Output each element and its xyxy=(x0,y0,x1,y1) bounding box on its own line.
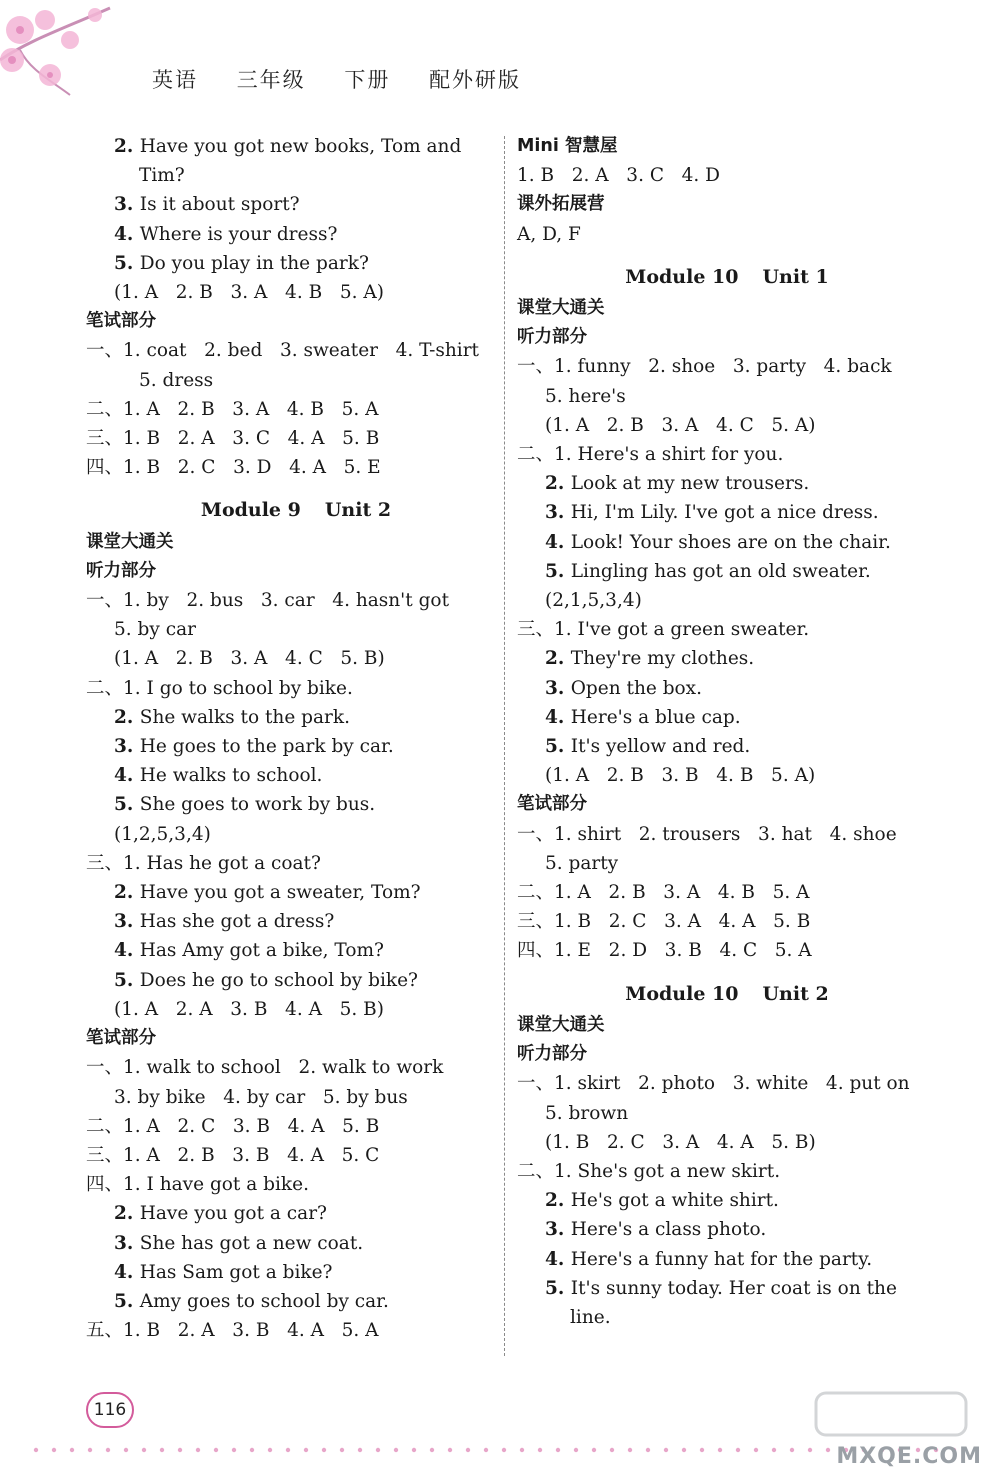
item-number: 5. xyxy=(545,736,571,758)
answer-line xyxy=(86,761,506,790)
answer-line: 1. B 2. A 3. C 4. D xyxy=(517,165,720,187)
section-heading xyxy=(517,966,937,1011)
item-number: 4. xyxy=(545,1248,571,1270)
footer-dot xyxy=(700,1448,704,1452)
item-number: 3. xyxy=(114,911,140,933)
answer-line: 一、1. shirt 2. trousers 3. hat 4. shoe xyxy=(517,823,897,845)
footer-dot xyxy=(772,1448,776,1452)
answer-line xyxy=(517,674,937,703)
item-text: Have you got a car? xyxy=(139,1203,327,1225)
item-number: 4. xyxy=(114,223,140,245)
item-text: They're my clothes. xyxy=(570,648,755,670)
footer-dot xyxy=(286,1448,290,1452)
answer-line: (1. A 2. B 3. B 4. B 5. A) xyxy=(545,765,816,787)
answer-line xyxy=(517,469,937,498)
answer-continuation: line. xyxy=(570,1306,611,1328)
item-number: 2. xyxy=(114,882,140,904)
section-module: Module 10 xyxy=(625,265,739,288)
item-number: 3. xyxy=(114,736,140,758)
answer-line: (1. A 2. B 3. A 4. C 5. A) xyxy=(545,414,816,436)
footer-dot xyxy=(646,1448,650,1452)
item-number: 3. xyxy=(545,677,571,699)
answer-line xyxy=(517,703,937,732)
item-text: It's sunny today. Her coat is on the xyxy=(570,1277,897,1299)
item-number: 2. xyxy=(114,1203,140,1225)
footer-dot xyxy=(754,1448,758,1452)
answer-line: (1. A 2. A 3. B 4. A 5. B) xyxy=(114,998,384,1020)
header-subject: 英语 xyxy=(152,68,198,92)
answer-line xyxy=(86,703,506,732)
section-label: 课堂大通关 xyxy=(517,298,605,319)
item-number: 5. xyxy=(114,794,140,816)
answer-line: A, D, F xyxy=(517,223,581,245)
answer-line xyxy=(86,732,506,761)
footer-dot xyxy=(718,1448,722,1452)
footer-dot xyxy=(178,1448,182,1452)
footer-dot xyxy=(88,1448,92,1452)
answer-line: (2,1,5,3,4) xyxy=(545,590,642,612)
section-label: 课堂大通关 xyxy=(517,1014,605,1035)
answer-line xyxy=(517,732,937,761)
answer-line xyxy=(86,1287,506,1316)
item-number: 4. xyxy=(114,765,140,787)
item-number: 2. xyxy=(545,1190,571,1212)
item-text: She walks to the park. xyxy=(139,706,350,728)
section-unit: Unit 1 xyxy=(762,265,829,288)
footer-dot xyxy=(484,1448,488,1452)
item-number: 5. xyxy=(114,969,140,991)
footer-dot xyxy=(394,1448,398,1452)
item-text: Look! Your shoes are on the chair. xyxy=(570,531,891,553)
header-volume: 下册 xyxy=(344,68,391,92)
footer-dot xyxy=(340,1448,344,1452)
section-module: Module 10 xyxy=(625,982,739,1005)
answer-line xyxy=(86,132,506,161)
footer-dot xyxy=(322,1448,326,1452)
left-column xyxy=(86,132,506,1345)
item-text: Does he go to school by bike? xyxy=(139,969,418,991)
section-label: 听力部分 xyxy=(517,327,587,348)
section-heading xyxy=(517,249,937,294)
item-text: Where is your dress? xyxy=(139,223,338,245)
item-text: Lingling has got an old sweater. xyxy=(570,560,871,582)
footer-dot xyxy=(376,1448,380,1452)
item-number: 5. xyxy=(545,560,571,582)
answer-line: (1. A 2. B 3. A 4. C 5. B) xyxy=(114,648,385,670)
answer-line: 二、1. A 2. B 3. A 4. B 5. A xyxy=(86,398,379,420)
section-label: 听力部分 xyxy=(86,560,156,581)
answer-line: 四、1. E 2. D 3. B 4. C 5. A xyxy=(517,940,812,962)
footer-dot xyxy=(160,1448,164,1452)
item-text: Is it about sport? xyxy=(139,194,300,216)
footer-dot xyxy=(304,1448,308,1452)
header-title xyxy=(152,64,551,94)
answer-line xyxy=(86,190,506,219)
answer-line xyxy=(86,249,506,278)
footer-dot xyxy=(52,1448,56,1452)
answer-line xyxy=(86,1229,506,1258)
item-number: 4. xyxy=(114,940,140,962)
answer-line: 二、1. A 2. B 3. A 4. B 5. A xyxy=(517,882,810,904)
answer-line: 5. brown xyxy=(545,1102,629,1124)
footer-dot xyxy=(106,1448,110,1452)
footer-dot xyxy=(790,1448,794,1452)
item-text: Has Sam got a bike? xyxy=(139,1261,333,1283)
item-number: 2. xyxy=(114,136,140,157)
item-text: He's got a white shirt. xyxy=(570,1190,779,1212)
item-text: Amy goes to school by car. xyxy=(139,1290,389,1312)
item-text: He goes to the park by car. xyxy=(139,736,394,758)
footer-dot xyxy=(592,1448,596,1452)
item-text: Has she got a dress? xyxy=(139,911,335,933)
answer-line: 三、1. B 2. A 3. C 4. A 5. B xyxy=(86,428,380,450)
item-text: Here's a blue cap. xyxy=(570,706,741,728)
right-column xyxy=(517,132,937,1332)
header-edition: 配外研版 xyxy=(429,68,522,92)
footer-dot xyxy=(34,1448,38,1452)
answer-line: 一、1. skirt 2. photo 3. white 4. put on xyxy=(517,1073,910,1095)
answer-line xyxy=(517,498,937,527)
item-number: 5. xyxy=(114,252,140,274)
section-label: 笔试部分 xyxy=(86,311,156,332)
item-text: She has got a new coat. xyxy=(139,1232,364,1254)
footer-dot xyxy=(664,1448,668,1452)
section-heading xyxy=(86,482,506,527)
answer-line xyxy=(86,1199,506,1228)
footer-dot xyxy=(628,1448,632,1452)
section-module: Module 9 xyxy=(200,499,301,522)
item-number: 4. xyxy=(114,1261,140,1283)
footer-dot xyxy=(196,1448,200,1452)
answer-line: 二、1. I go to school by bike. xyxy=(86,677,353,699)
answer-line: 一、1. coat 2. bed 3. sweater 4. T-shirt xyxy=(86,340,479,362)
footer-dot xyxy=(358,1448,362,1452)
answer-line xyxy=(517,644,937,673)
item-number: 5. xyxy=(114,1290,140,1312)
footer-dot xyxy=(448,1448,452,1452)
answer-line xyxy=(517,557,937,586)
answer-line xyxy=(86,936,506,965)
answer-line: 三、1. Has he got a coat? xyxy=(86,852,321,874)
answer-line: 5. by car xyxy=(114,619,196,641)
section-label: 课堂大通关 xyxy=(86,531,174,552)
answer-line xyxy=(517,1274,937,1303)
footer-dot xyxy=(610,1448,614,1452)
answer-line: 一、1. funny 2. shoe 3. party 4. back xyxy=(517,356,892,378)
item-text: She goes to work by bus. xyxy=(139,794,376,816)
answer-line: (1,2,5,3,4) xyxy=(114,823,211,845)
answer-line: 3. by bike 4. by car 5. by bus xyxy=(114,1086,408,1108)
answer-line: 二、1. She's got a new skirt. xyxy=(517,1160,781,1182)
footer-dot xyxy=(556,1448,560,1452)
item-text: Do you play in the park? xyxy=(139,252,369,274)
footer-dot xyxy=(214,1448,218,1452)
footer-dot xyxy=(430,1448,434,1452)
answer-line: 一、1. walk to school 2. walk to work xyxy=(86,1057,444,1079)
answer-line: (1. B 2. C 3. A 4. A 5. B) xyxy=(545,1131,816,1153)
answer-line xyxy=(517,1215,937,1244)
item-number: 2. xyxy=(545,648,571,670)
footer-dot xyxy=(124,1448,128,1452)
section-unit: Unit 2 xyxy=(762,982,829,1005)
item-text: Here's a funny hat for the party. xyxy=(570,1248,873,1270)
item-number: 4. xyxy=(545,706,571,728)
item-text: Here's a class photo. xyxy=(570,1219,767,1241)
answer-line: 二、1. Here's a shirt for you. xyxy=(517,444,784,466)
footer-dot xyxy=(412,1448,416,1452)
cherry-blossom-decoration xyxy=(0,0,150,110)
answer-line xyxy=(86,220,506,249)
item-text: Open the box. xyxy=(570,677,702,699)
answer-line: 二、1. A 2. C 3. B 4. A 5. B xyxy=(86,1115,380,1137)
item-number: 3. xyxy=(114,194,140,216)
footer-dot xyxy=(682,1448,686,1452)
answer-line: 三、1. B 2. C 3. A 4. A 5. B xyxy=(517,911,811,933)
answer-line: 5. dress xyxy=(139,369,214,391)
section-label: 笔试部分 xyxy=(86,1028,156,1049)
answer-line: 一、1. by 2. bus 3. car 4. hasn't got xyxy=(86,590,449,612)
answer-line xyxy=(86,790,506,819)
footer-dot xyxy=(538,1448,542,1452)
item-text: Look at my new trousers. xyxy=(570,473,810,495)
answer-line xyxy=(517,1245,937,1274)
item-number: 5. xyxy=(545,1277,571,1299)
footer-dot xyxy=(466,1448,470,1452)
watermark-text: MXQE.COM xyxy=(836,1444,982,1469)
answer-line xyxy=(86,878,506,907)
item-text: Has Amy got a bike, Tom? xyxy=(139,940,384,962)
footer-dot xyxy=(574,1448,578,1452)
section-label: 课外拓展营 xyxy=(517,194,605,215)
answer-line xyxy=(86,966,506,995)
footer-dot xyxy=(268,1448,272,1452)
item-text: Have you got new books, Tom and xyxy=(139,136,462,157)
answer-line xyxy=(517,528,937,557)
footer-dot xyxy=(142,1448,146,1452)
footer-dot xyxy=(502,1448,506,1452)
answer-line xyxy=(86,1258,506,1287)
item-number: 2. xyxy=(114,706,140,728)
section-label: 听力部分 xyxy=(517,1044,587,1065)
item-number: 2. xyxy=(545,473,571,495)
answer-line: 三、1. A 2. B 3. B 4. A 5. C xyxy=(86,1144,380,1166)
column-divider xyxy=(504,136,505,1356)
item-text: Have you got a sweater, Tom? xyxy=(139,882,421,904)
answer-line: 四、1. I have got a bike. xyxy=(86,1174,309,1196)
footer-dot xyxy=(520,1448,524,1452)
answer-line: (1. A 2. B 3. A 4. B 5. A) xyxy=(114,282,384,304)
item-text: Hi, I'm Lily. I've got a nice dress. xyxy=(570,502,879,524)
item-number: 4. xyxy=(545,531,571,553)
section-label: Mini 智慧屋 xyxy=(517,136,618,156)
footer-dot xyxy=(736,1448,740,1452)
page-number: 116 xyxy=(86,1392,134,1428)
answer-line: 四、1. B 2. C 3. D 4. A 5. E xyxy=(86,457,381,479)
footer-dot xyxy=(70,1448,74,1452)
header-grade: 三年级 xyxy=(236,68,306,92)
item-number: 3. xyxy=(545,502,571,524)
section-unit: Unit 2 xyxy=(324,499,392,522)
footer-dot xyxy=(232,1448,236,1452)
answer-line: 5. here's xyxy=(545,385,626,407)
item-text: It's yellow and red. xyxy=(570,736,751,758)
item-number: 3. xyxy=(114,1232,140,1254)
answer-line: 五、1. B 2. A 3. B 4. A 5. A xyxy=(86,1320,379,1342)
answer-line: 三、1. I've got a green sweater. xyxy=(517,619,810,641)
section-label: 笔试部分 xyxy=(517,794,587,815)
item-number: 3. xyxy=(545,1219,571,1241)
footer-dot xyxy=(250,1448,254,1452)
answer-line xyxy=(517,1186,937,1215)
answer-continuation: Tim? xyxy=(139,165,185,187)
item-text: He walks to school. xyxy=(139,765,323,787)
answer-line xyxy=(86,907,506,936)
answer-line: 5. party xyxy=(545,852,619,874)
